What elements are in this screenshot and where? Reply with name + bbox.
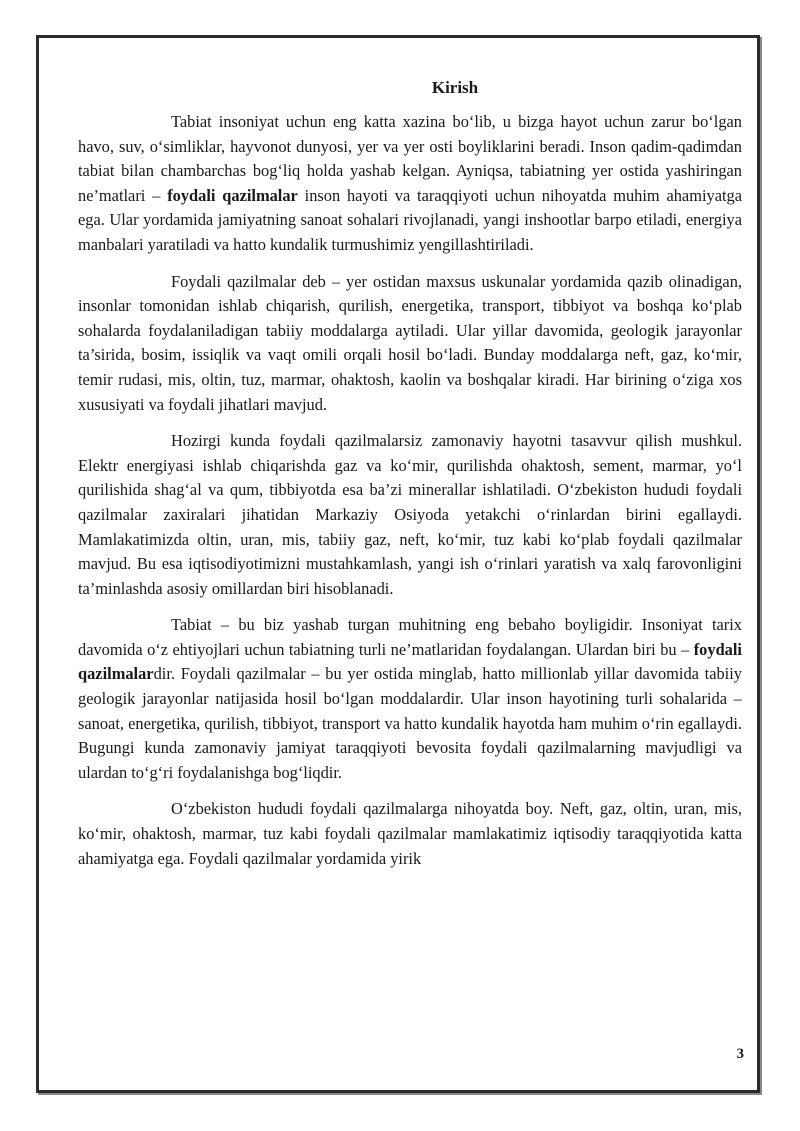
document-body xyxy=(78,76,742,883)
paragraph-2 xyxy=(78,270,742,418)
paragraph-3-text: Hozirgi kunda foydali qazilmalarsiz zamonaviy hayotni tasavvur qilish mushkul. Elektr energiyasi ishlab chiqarishda gaz va ko‘mir, qurilishda ohaktosh, sement, marmar, yo‘l qurilishida shag‘al va qum, tibbiyotda esa ba’zi minerallar ishlatiladi. O‘zbekiston hududi foydali qazilmalar zaxiralari jihatidan Markaziy Osiyoda yetakchi o‘rinlardan birini egallaydi. Mamlakatimizda oltin, uran, mis, tabiiy gaz, neft, ko‘mir, tuz kabi ko‘plab foydali qazilmalar mavjud. Bu esa iqtisodiyotimizni mustahkamlash, yangi ish o‘rinlari yaratish va xalq farovonligini ta’minlashda asosiy omillardan biri hisoblanadi. xyxy=(78,431,742,598)
paragraph-1-bold-term: foydali qazilmalar xyxy=(167,185,298,205)
paragraph-4-bold-term: foydali qazilmalar xyxy=(78,639,742,684)
paragraph-1 xyxy=(78,110,742,258)
paragraph-5-text: O‘zbekiston hududi foydali qazilmalarga nihoyatda boy. Neft, gaz, oltin, uran, mis, ko‘mir, ohaktosh, marmar, tuz kabi foydali qazilmalar mamlakatimiz iqtisodiy taraqqiyotida katta ahamiyatga ega. Foydali qazilmalar yordamida yirik xyxy=(78,799,742,868)
paragraph-4 xyxy=(78,613,742,785)
paragraph-5 xyxy=(78,797,742,871)
paragraph-4-text-a: Tabiat – bu biz yashab turgan muhitning eng bebaho boyligidir. Insoniyat tarix davomida o‘z ehtiyojlari uchun tabiatning turli ne’matlaridan foydalangan. Ulardan biri bu – xyxy=(78,615,742,659)
paragraph-2-text: Foydali qazilmalar deb – yer ostidan maxsus uskunalar yordamida qazib olinadigan, insonlar tomonidan ishlab chiqarish, qurilish, energetika, transport, tibbiyot va boshqa ko‘plab sohalarda foydalaniladigan tabiiy moddalarga aytiladi. Ular yillar davomida, geologik jarayonlar ta’sirida, bosim, issiqlik va vaqt omili orqali hosil bo‘ladi. Bunday moddalarga neft, gaz, ko‘mir, temir rudasi, mis, oltin, tuz, marmar, ohaktosh, kaolin va boshqalar kiradi. Har birining o‘ziga xos xususiyati va foydali jihatlari mavjud. xyxy=(78,271,742,414)
paragraph-3 xyxy=(78,429,742,601)
paragraph-4-text-b: dir. Foydali qazilmalar – bu yer ostida minglab, hatto millionlab yillar davomida tabiiy geologik jarayonlar natijasida hosil bo‘lgan moddalardir. Ular inson hayotining turli sohalarida – sanoat, energetika, qurilish, tibbiyot, transport va hatto kundalik hayotda ham muhim o‘rin egallaydi. Bugungi kunda zamonaviy jamiyat taraqqiyoti bevosita foydali qazilmalarning mavjudligi va ulardan to‘g‘ri foydalanishga bog‘liqdir. xyxy=(78,664,742,782)
page-title: Kirish xyxy=(431,78,479,97)
paragraph-1-text-b: inson hayoti va taraqqiyoti uchun nihoyatda muhim ahamiyatga ega. Ular yordamida jamiyatning sanoat sohalari rivojlanadi, yangi inshootlar barpo etiladi, energiya manbalari yaratiladi va hatto kundalik turmushimiz yengillashtiriladi. xyxy=(78,185,743,254)
page-number: 3 xyxy=(736,1046,744,1062)
paragraph-1-text-a: Tabiat insoniyat uchun eng katta xazina bo‘lib, u bizga hayot uchun zarur bo‘lgan havo, suv, o‘simliklar, hayvonot dunyosi, yer va yer osti boyliklarini beradi. Inson qadim-qadimdan tabiat bilan chambarchas bog‘liq holda yashab kelgan. Ayniqsa, tabiatning yer ostida yashiringan ne’matlari – xyxy=(78,112,742,205)
